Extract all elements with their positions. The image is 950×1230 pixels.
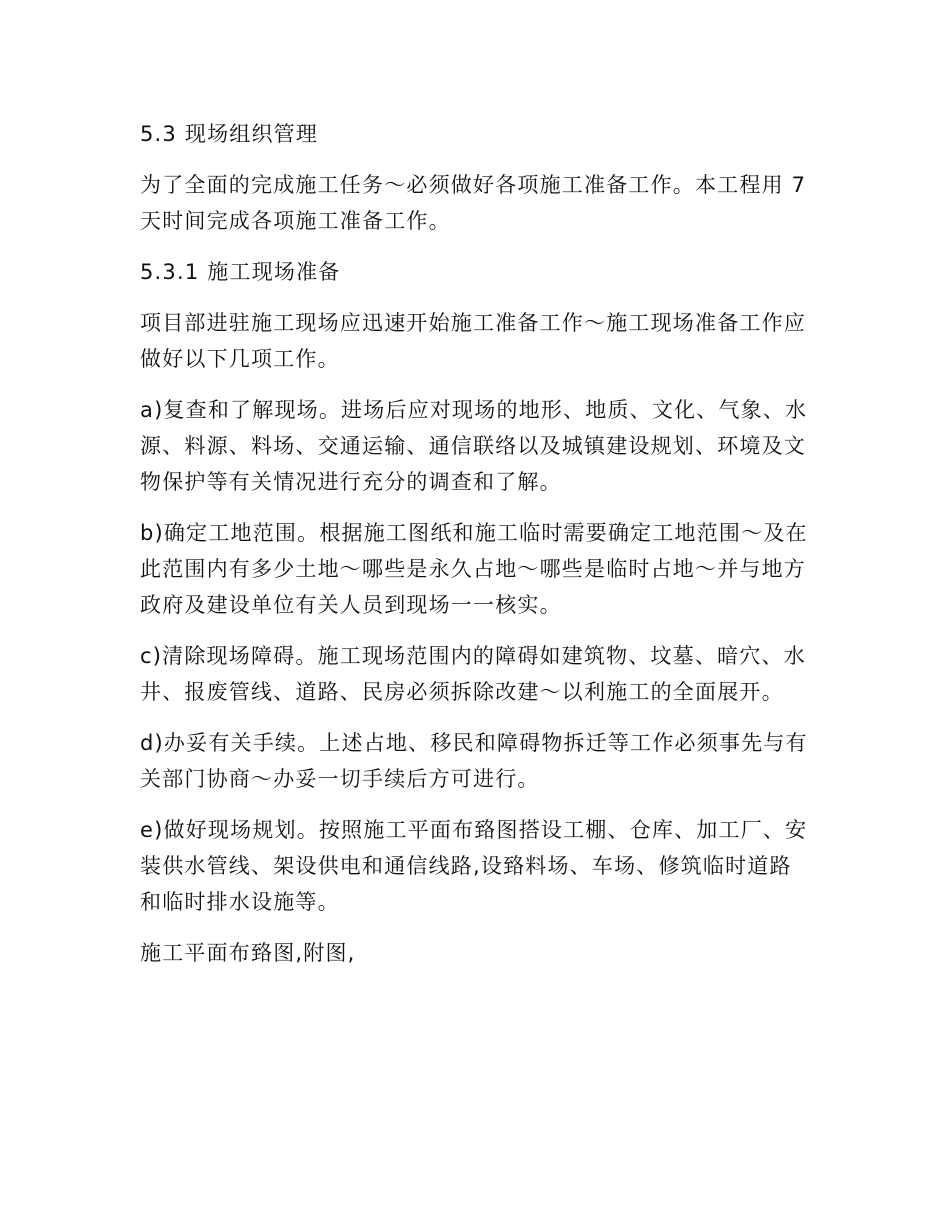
section-heading: 5.3 现场组织管理 (140, 122, 319, 146)
subsection-heading: 5.3.1 施工现场准备 (140, 260, 341, 284)
item-c-paragraph: c)清除现场障碍。施工现场范围内的障碍如建筑物、坟墓、暗穴、水井、报废管线、道路、民房必须拆除改建～以利施工的全面展开。 (140, 644, 806, 704)
document-page (140, 116, 810, 986)
item-d-paragraph: d)办妥有关手续。上述占地、移民和障碍物拆迁等工作必须事先与有关部门协商～办妥一切手续后方可进行。 (140, 731, 808, 791)
figure-note: 施工平面布臵图,附图, (140, 941, 356, 965)
item-a-paragraph: a)复查和了解现场。进场后应对现场的地形、地质、文化、气象、水源、料源、料场、交通运输、通信联络以及城镇建设规划、环境及文物保护等有关情况进行充分的调查和了解。 (140, 398, 808, 494)
subsection-intro-paragraph: 项目部进驻施工现场应迅速开始施工准备工作～施工现场准备工作应做好以下几项工作。 (140, 311, 806, 371)
item-b-paragraph: b)确定工地范围。根据施工图纸和施工临时需要确定工地范围～及在此范围内有多少土地～哪些是永久占地～哪些是临时占地～并与地方政府及建设单位有关人员到现场一一核实。 (140, 521, 808, 617)
intro-paragraph: 为了全面的完成施工任务～必须做好各项施工准备工作。本工程用 7 天时间完成各项施工准备工作。 (140, 173, 807, 233)
item-e-paragraph: e)做好现场规划。按照施工平面布臵图搭设工棚、仓库、加工厂、安装供水管线、架设供电和通信线路,设臵料场、车场、修筑临时道路和临时排水设施等。 (140, 818, 808, 914)
